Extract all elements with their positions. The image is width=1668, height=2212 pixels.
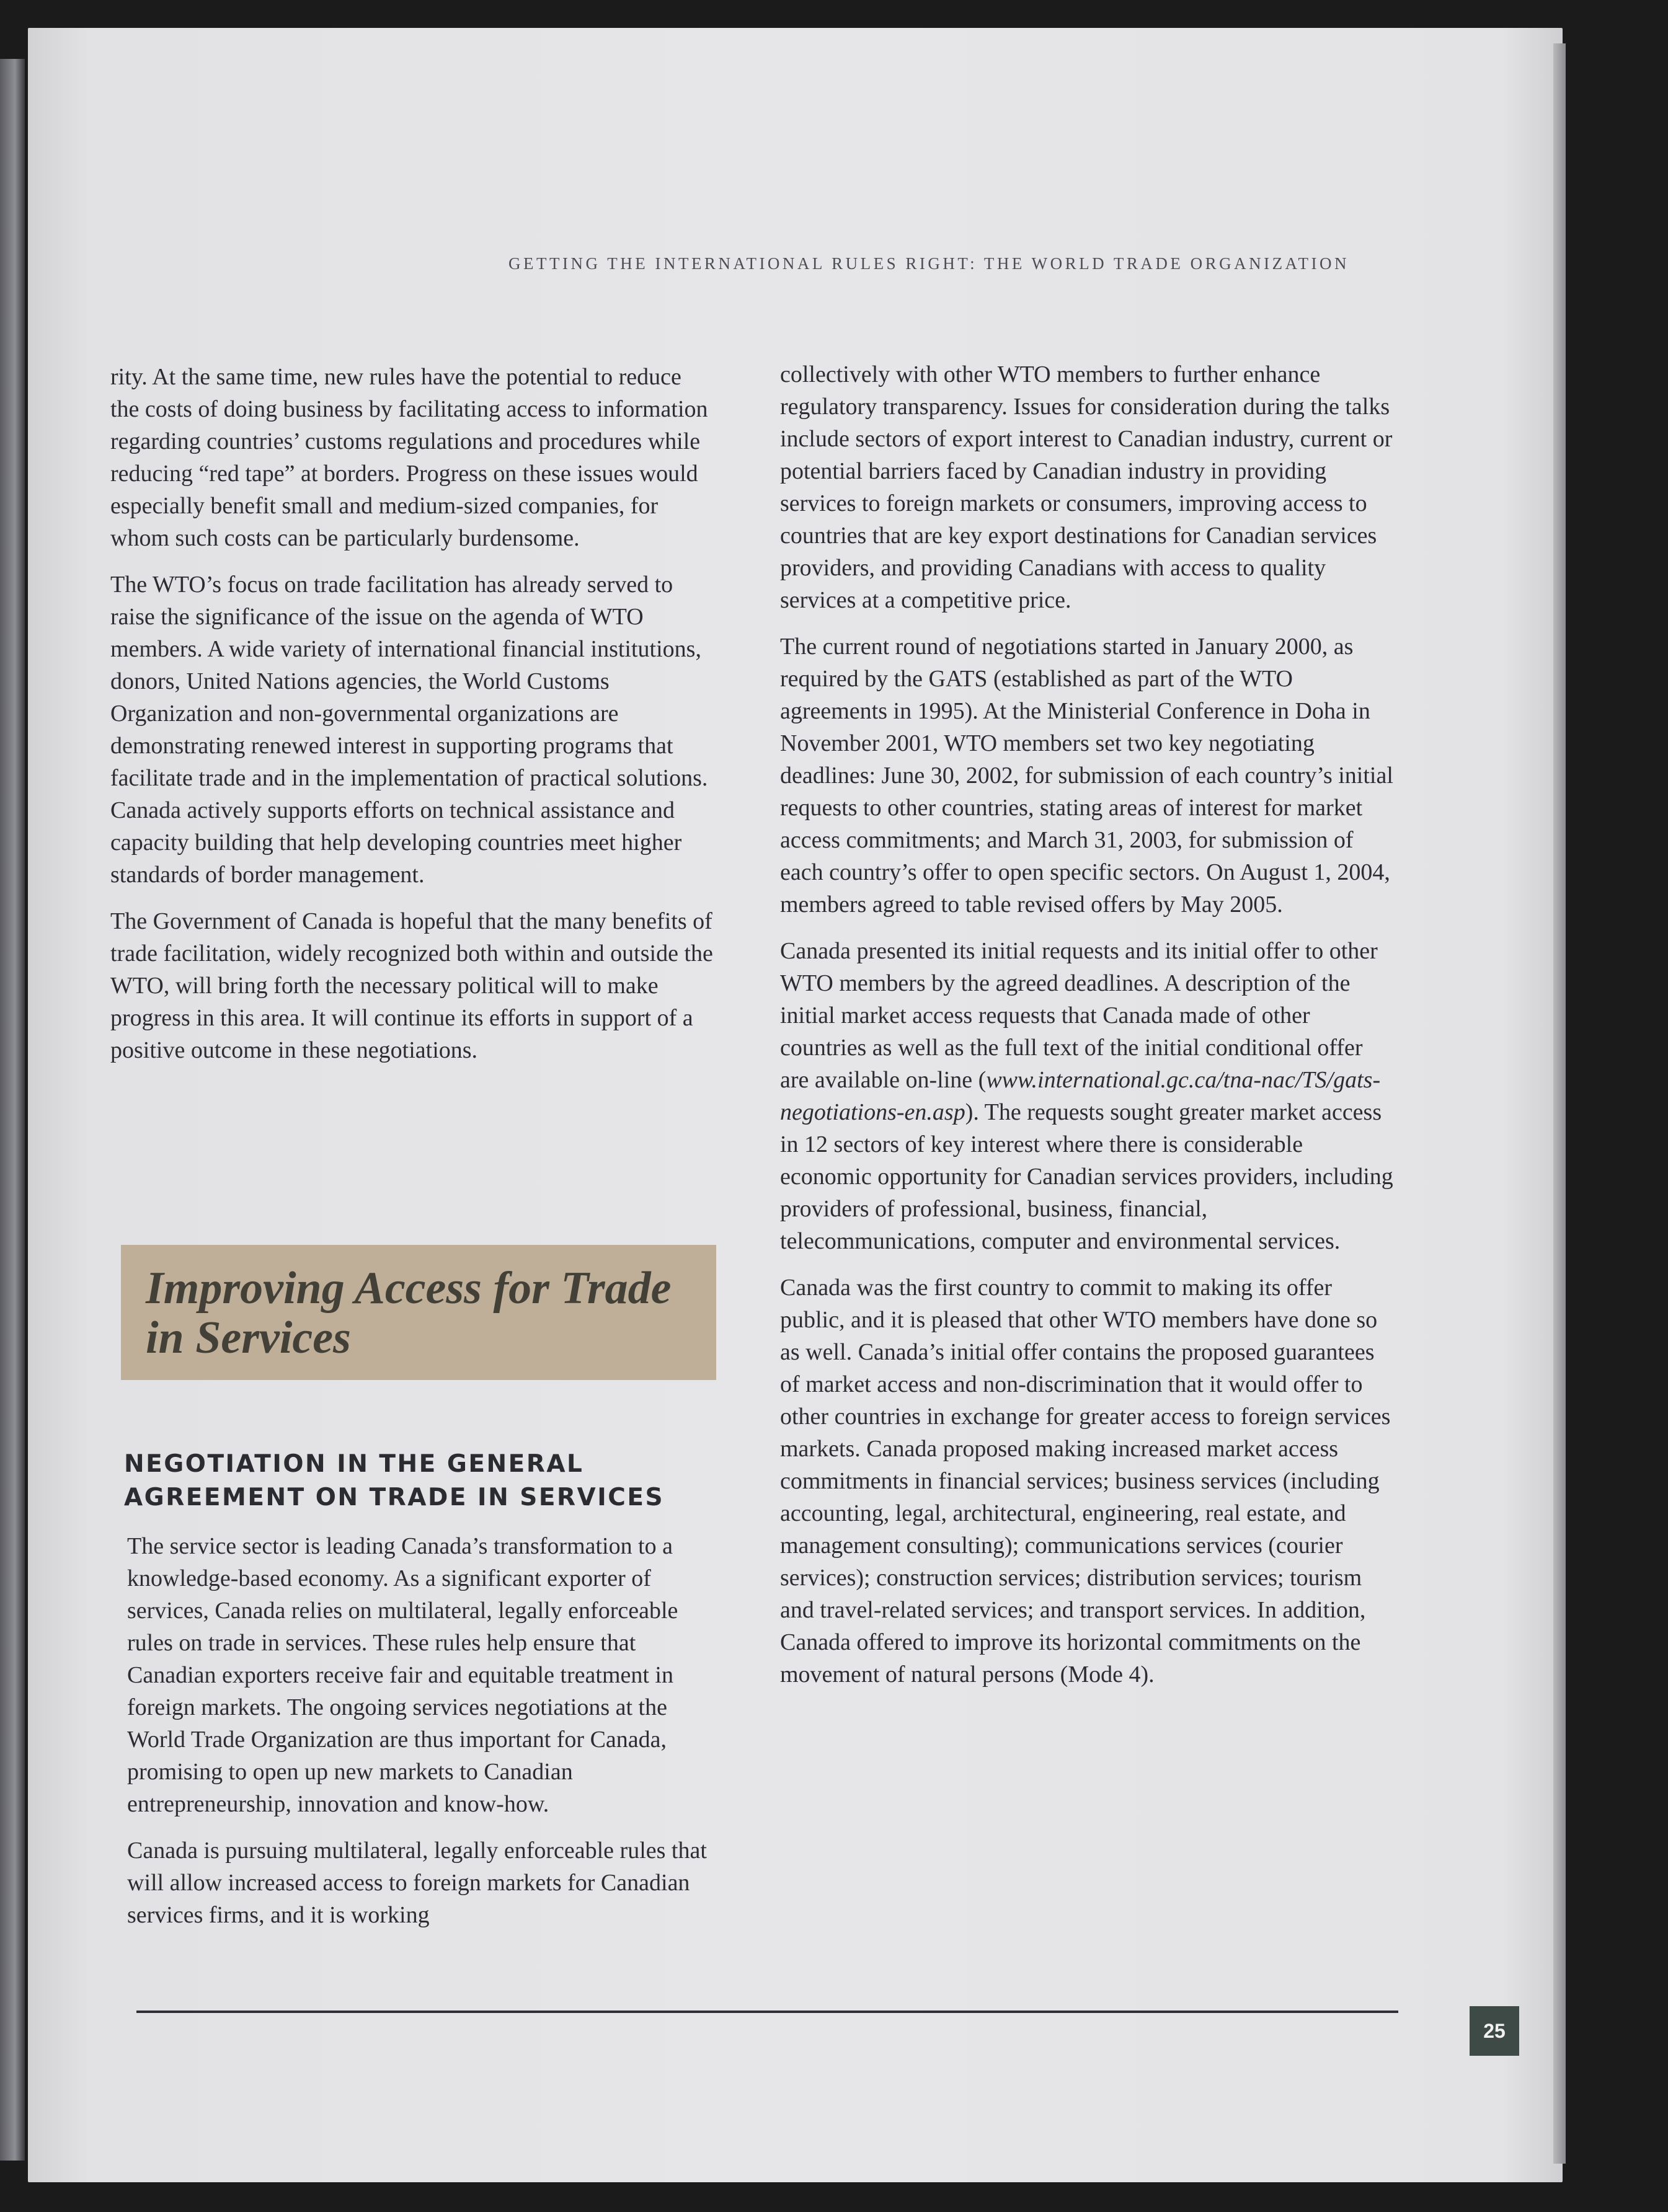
section-subheading: NEGOTIATION IN THE GENERAL AGREEMENT ON TRADE IN SERVICES [124,1450,665,1511]
section-title-box [121,1245,716,1380]
paragraph: Canada was the first country to commit to making its offer public, and it is pleased that other WTO members have done so as well. Canada’s initial offer contains the proposed guarantees of market access and non-discrimination that it would offer to other countries in exchange for greater access to foreign services markets. Canada proposed making increased market access commitments in financial services; business services (including accounting, legal, architectural, engineering, real estate, and management consulting); communications services (courier services); construction services; distribution services; tourism and travel-related services; and transport services. In addition, Canada offered to improve its horizontal commitments on the movement of natural persons (Mode 4). [780,1275,1391,1688]
footer-rule [136,2011,1398,2013]
running-header: GETTING THE INTERNATIONAL RULES RIGHT: THE WORLD TRADE ORGANIZATION [508,254,1350,273]
paragraph: collectively with other WTO members to further enhance regulatory transparency. Issues for consideration during the talks include sectors of export interest to Canadian industry, current or potential barriers faced by Canadian industry in providing services to foreign markets or consumers, improving access to countries that are key export destinations for Canadian services providers, and providing Canadians with access to quality services at a competitive price. [780,361,1393,613]
left-column-lower [127,1530,716,1945]
section-title: Improving Access for Trade in Services [146,1263,672,1363]
paragraph: The current round of negotiations started in January 2000, as required by the GATS (established as part of the WTO agreements in 1995). At the Ministerial Conference in Doha in November 2001, WTO members set two key negotiating deadlines: June 30, 2002, for submission of each country’s initial requests to other countries, stating areas of interest for market access commitments; and March 31, 2003, for submission of each country’s offer to open specific sectors. On August 1, 2004, members agreed to table revised offers by May 2005. [780,634,1393,918]
paragraph: rity. At the same time, new rules have the potential to reduce the costs of doing business by facilitating access to information regarding countries’ customs regulations and procedures while reducing “red tape” at borders. Progress on these issues would especially benefit small and medium-sized companies, for whom such costs can be particularly burdensome. [110,364,708,551]
paragraph: Canada is pursuing multilateral, legally enforceable rules that will allow increased access to foreign markets for Canadian services firms, and it is working [127,1838,707,1928]
paragraph: The WTO’s focus on trade facilitation has already served to raise the significance of the issue on the agenda of WTO members. A wide variety of international financial institutions, donors, United Nations agencies, the World Customs Organization and non-governmental organizations are demonstrating renewed interest in supporting programs that facilitate trade and in the implementation of practical solutions. Canada actively supports efforts on technical assistance and capacity building that help developing countries meet higher standards of border management. [110,572,708,888]
paragraph: The service sector is leading Canada’s transformation to a knowledge-based economy. As a significant exporter of services, Canada relies on multilateral, legally enforceable rules on trade in services. These rules help ensure that Canadian exporters receive fair and equitable treatment in foreign markets. The ongoing services negotiations at the World Trade Organization are thus important for Canada, promising to open up new markets to Canadian entrepreneurship, innovation and know-how. [127,1533,678,1817]
web-address: www.international.gc.ca/tna-nac/TS/gats-negotiations-en.asp [780,1067,1381,1125]
paragraph [780,935,1397,1257]
page-number: 25 [1470,2006,1519,2056]
paragraph: The Government of Canada is hopeful that the many benefits of trade facilitation, widely recognized both within and outside the WTO, will bring forth the necessary political will to make progress in this area. It will continue its efforts in support of a positive outcome in these negotiations. [110,908,713,1063]
paragraph-text: ). The requests sought greater market access in 12 sectors of key interest where there is considerable economic opportunity for Canadian services providers, including providers of professional, business, financial, telecommunications, computer and environmental services. [780,1099,1393,1254]
left-column [110,361,715,1081]
right-column [780,358,1397,1705]
left-page-edge [0,59,25,2161]
paragraph-text: Canada presented its initial requests and its initial offer to other WTO members by the agreed deadlines. A description of the initial market access requests that Canada made of other countries as well as the full text of the initial conditional offer are available on-line ( [780,938,1378,1093]
page-right-edge [1553,43,1566,2164]
